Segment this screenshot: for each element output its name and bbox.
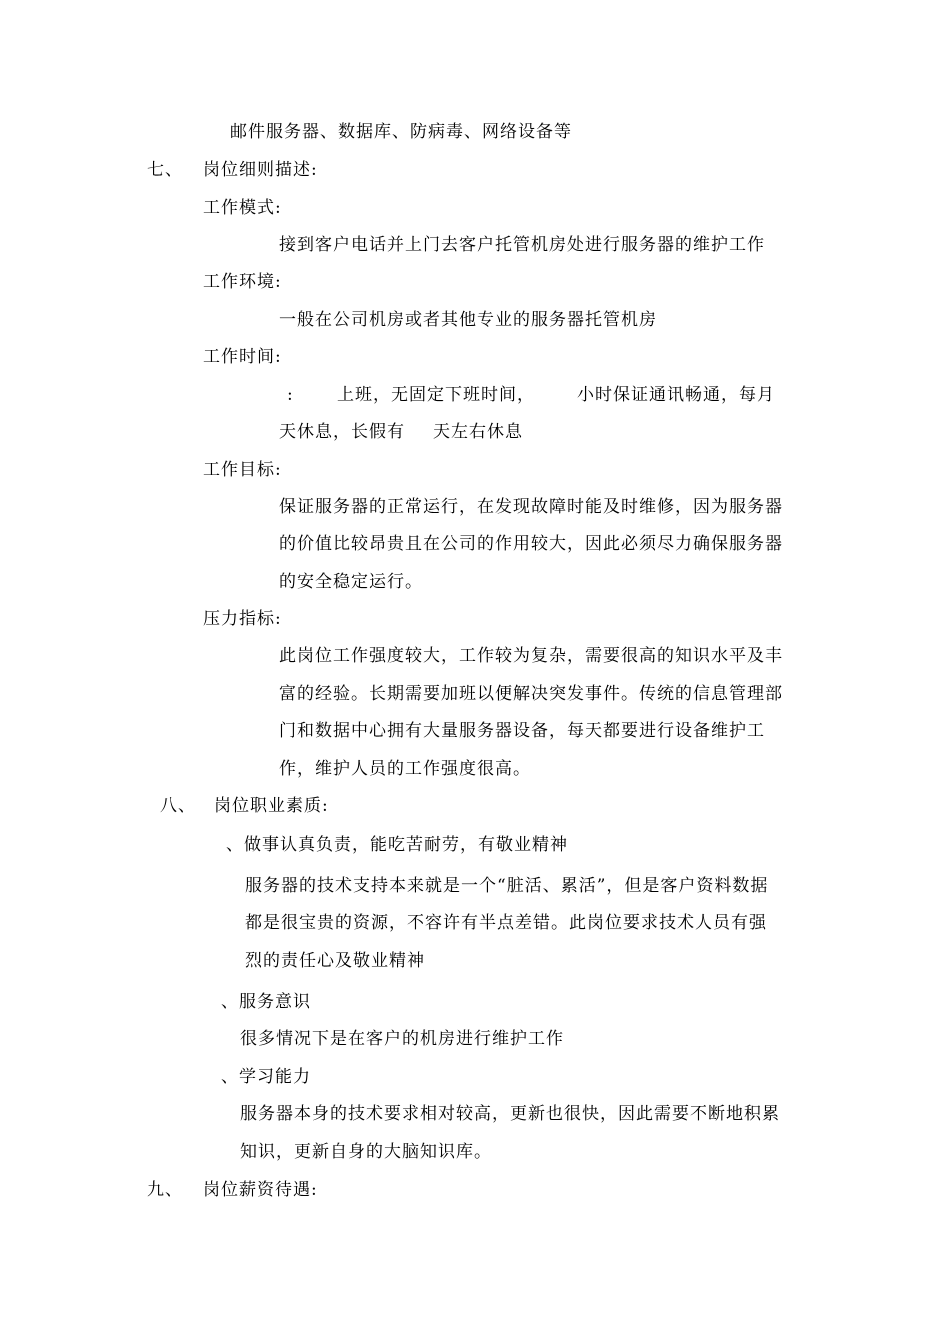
section-9-title: 岗位薪资待遇: xyxy=(203,1180,318,1200)
work-goal-line-3: 的安全稳定运行。 xyxy=(279,572,423,592)
section-8-title: 岗位职业素质: xyxy=(214,796,329,816)
pressure-line-3: 门和数据中心拥有大量服务器设备，每天都要进行设备维护工 xyxy=(279,721,765,741)
pressure-line-2: 富的经验。长期需要加班以便解决突发事件。传统的信息管理部 xyxy=(279,684,783,704)
work-goal-line-1: 保证服务器的正常运行，在发现故障时能及时维修，因为服务器 xyxy=(279,497,783,517)
intro-line: 邮件服务器、数据库、防病毒、网络设备等 xyxy=(230,122,572,142)
section-7-title: 岗位细则描述: xyxy=(203,160,318,180)
quality-1-line-2: 都是很宝贵的资源，不容许有半点差错。此岗位要求技术人员有强 xyxy=(245,913,767,933)
quality-1-line-1: 服务器的技术支持本来就是一个“脏活、累活”，但是客户资料数据 xyxy=(245,876,769,896)
quality-3-line-2: 知识，更新自身的大脑知识库。 xyxy=(240,1142,492,1162)
work-time-part-1: 上班，无固定下班时间， xyxy=(337,385,535,405)
quality-1-title: 、做事认真负责，能吃苦耐劳，有敬业精神 xyxy=(226,835,568,855)
section-9-number: 九、 xyxy=(147,1180,183,1200)
work-goal-label: 工作目标: xyxy=(203,460,282,480)
quality-1-line-3: 烈的责任心及敬业精神 xyxy=(245,951,425,971)
work-env-label: 工作环境: xyxy=(203,272,282,292)
work-time-part-2: 小时保证通讯畅通，每月 xyxy=(577,385,775,405)
section-8-number: 八、 xyxy=(160,796,196,816)
work-time-colon: : xyxy=(287,385,294,405)
quality-3-line-1: 服务器本身的技术要求相对较高，更新也很快，因此需要不断地积累 xyxy=(240,1104,780,1124)
pressure-line-4: 作，维护人员的工作强度很高。 xyxy=(279,759,531,779)
work-time-part-3: 天休息，长假有 xyxy=(279,422,405,442)
work-time-part-4: 天左右休息 xyxy=(433,422,523,442)
section-7-number: 七、 xyxy=(147,160,183,180)
work-time-label: 工作时间: xyxy=(203,347,282,367)
work-env-text: 一般在公司机房或者其他专业的服务器托管机房 xyxy=(279,310,657,330)
work-goal-line-2: 的价值比较昂贵且在公司的作用较大，因此必须尽力确保服务器 xyxy=(279,534,783,554)
quality-3-title: 、学习能力 xyxy=(221,1067,311,1087)
work-mode-text: 接到客户电话并上门去客户托管机房处进行服务器的维护工作 xyxy=(279,235,765,255)
pressure-line-1: 此岗位工作强度较大，工作较为复杂，需要很高的知识水平及丰 xyxy=(279,646,783,666)
quality-2-title: 、服务意识 xyxy=(221,992,311,1012)
work-mode-label: 工作模式: xyxy=(203,198,282,218)
quality-2-line-1: 很多情况下是在客户的机房进行维护工作 xyxy=(240,1029,564,1049)
pressure-label: 压力指标: xyxy=(203,609,282,629)
